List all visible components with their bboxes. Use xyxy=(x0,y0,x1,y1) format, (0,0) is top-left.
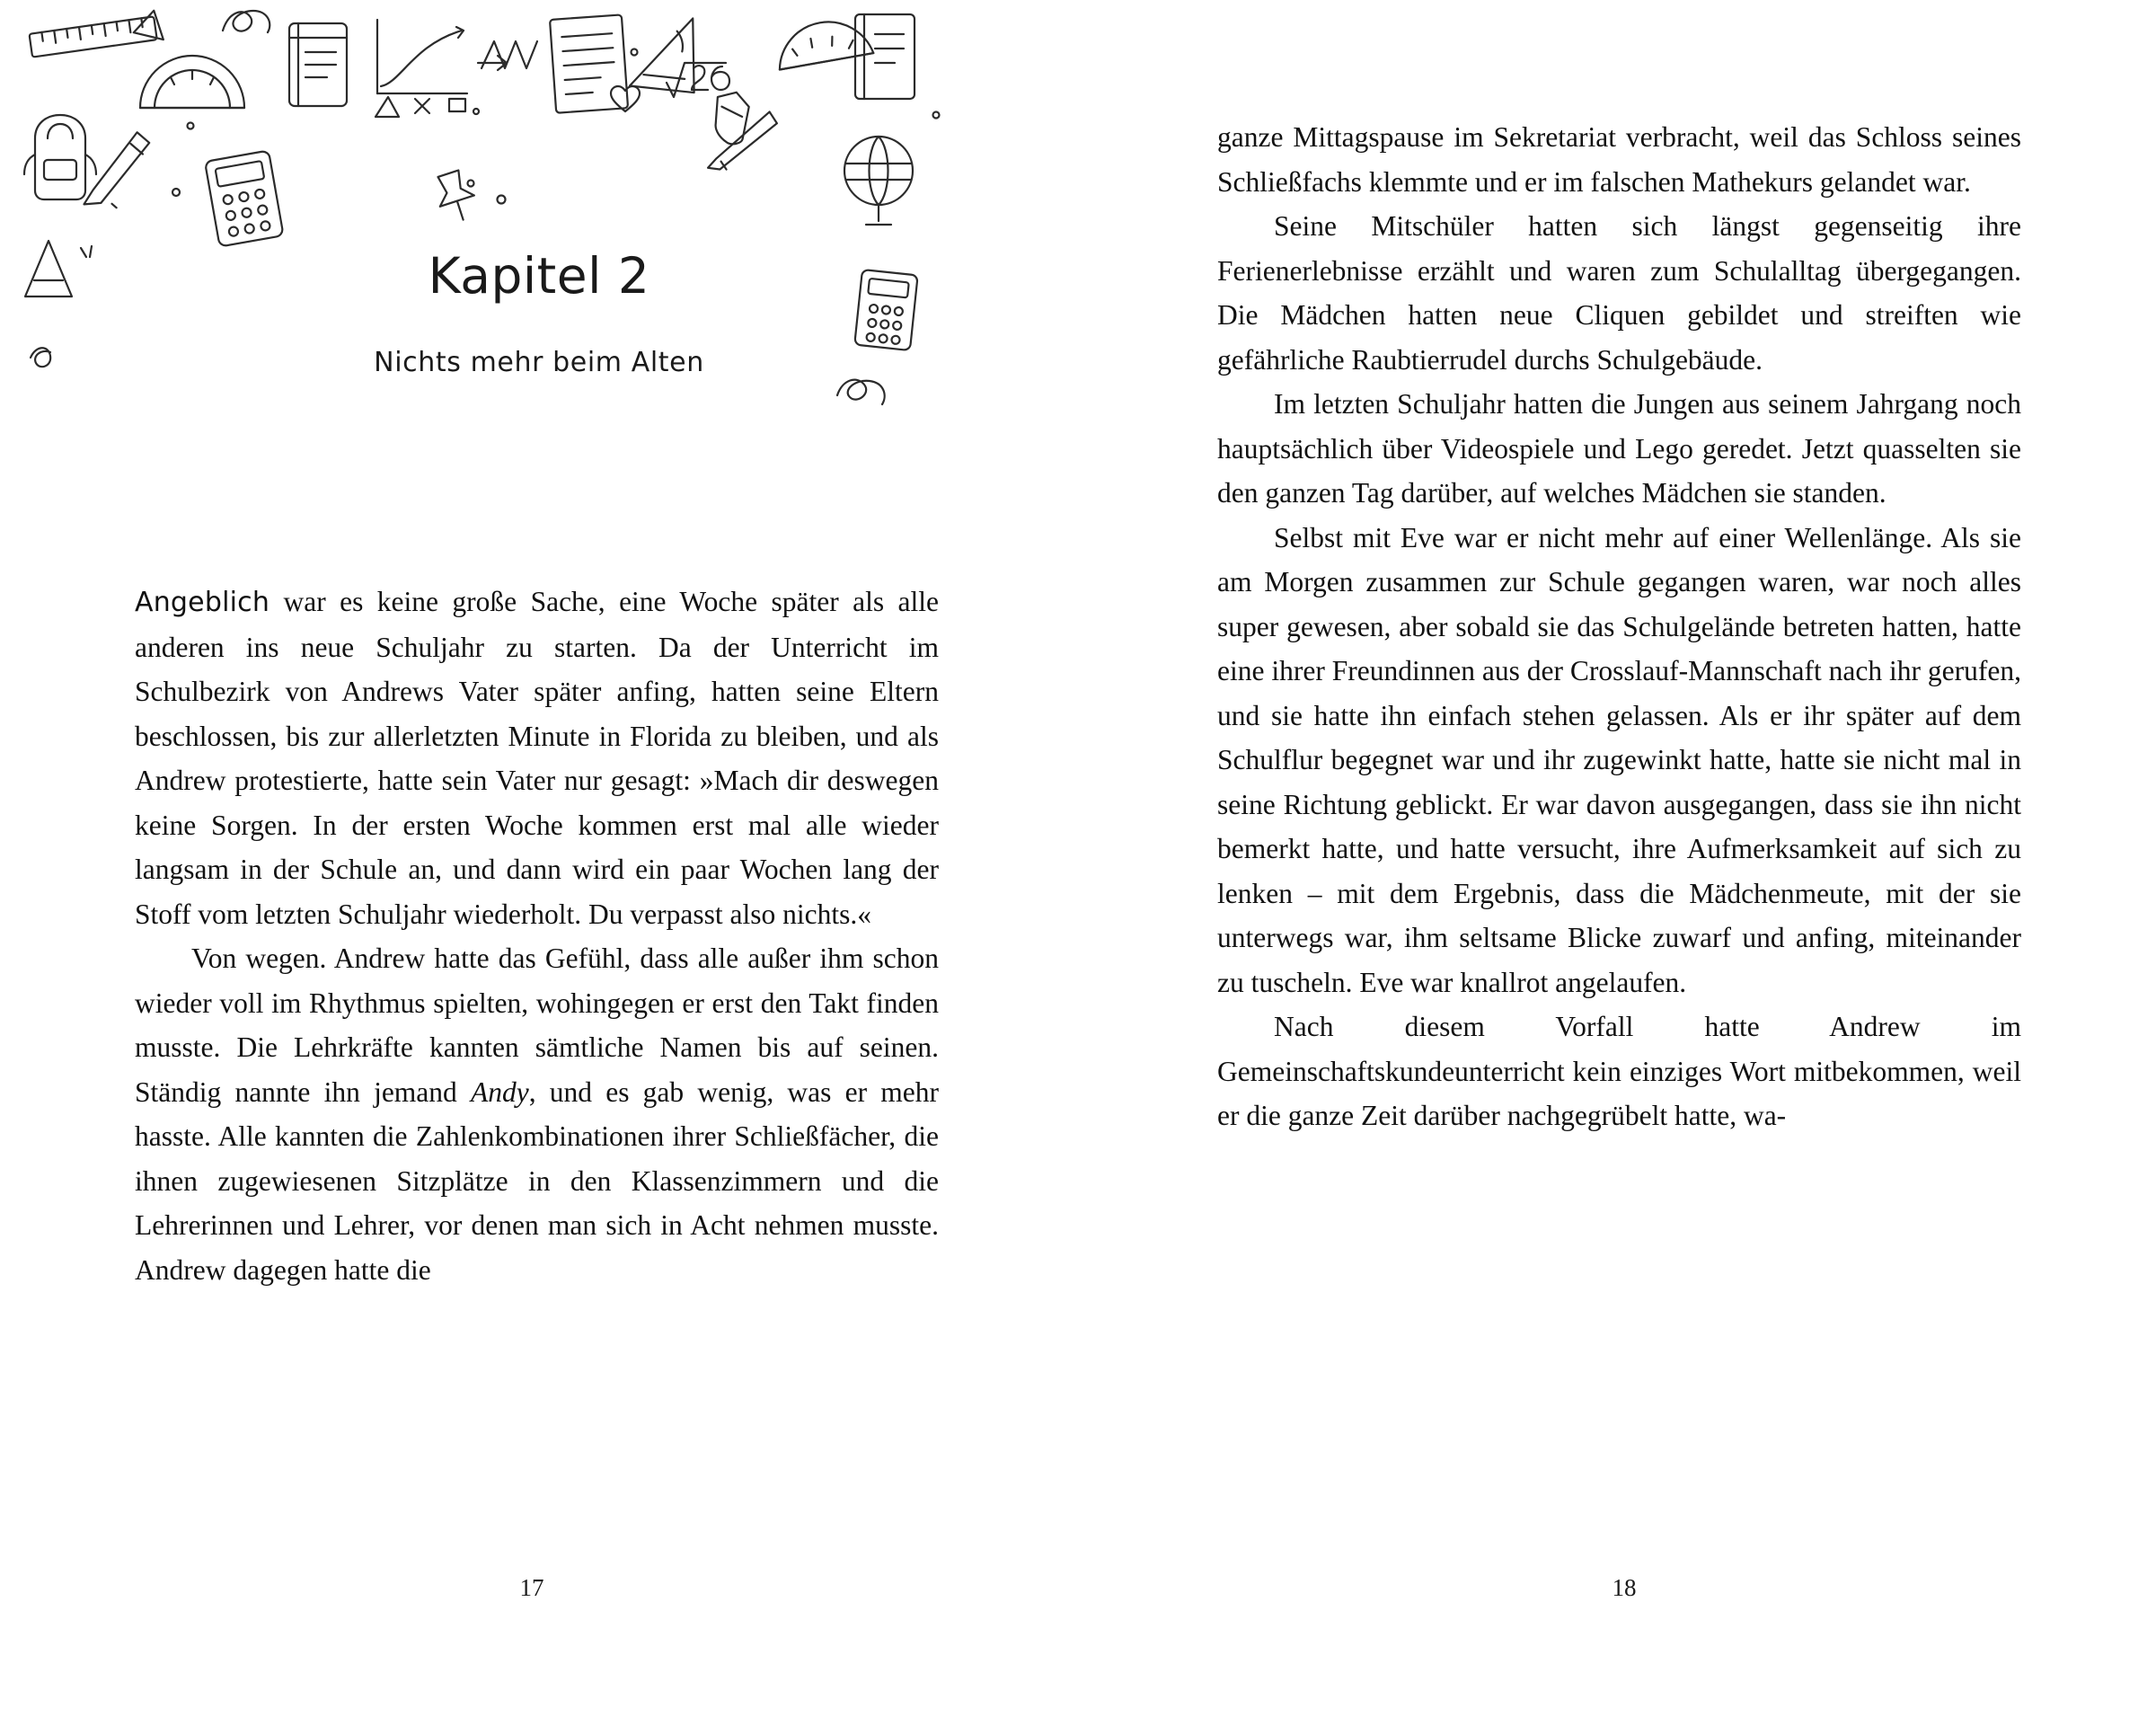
paragraph-text: Von wegen. Andrew hatte das Gefühl, dass alle außer ihm schon wieder voll im Rhythmus spielten, wohingegen er erst den Takt finden musste. Die Lehrkräfte kannten sämtliche Namen bis auf seinen. Ständig nannte ihn jemand Andy, und es gab wenig, was er mehr hasste. Alle kannten die Zahlenkombinationen ihrer Schließfächer, die ihnen zugewiesenen Sitzplätze in den Klassenzimmern und die Lehrerinnen und Lehrer, vor denen man sich in Acht nehmen musste. Andrew dagegen hatte die xyxy=(135,943,939,1286)
ruler-doodle xyxy=(30,16,157,57)
heart-doodle xyxy=(611,86,640,111)
paper-doodle xyxy=(711,90,751,146)
paragraph xyxy=(135,936,939,1292)
chapter-title: Kapitel 2 xyxy=(428,247,650,305)
calculator-doodle xyxy=(205,150,284,246)
paragraph xyxy=(135,580,939,936)
page-number-right: 18 xyxy=(1612,1574,1637,1601)
paragraph: Im letzten Schuljahr hatten die Jungen aus seinem Jahrgang noch hauptsächlich über Videospiele und Lego geredet. Jetzt quasselten sie den ganzen Tag darüber, auf welches Mädchen sie standen. xyxy=(1217,388,2021,509)
page-number-left: 17 xyxy=(519,1574,544,1601)
spiral-doodle xyxy=(837,380,885,404)
protractor-doodle xyxy=(140,56,244,108)
italic-word: Andy xyxy=(470,1075,529,1108)
book-doodle xyxy=(855,14,915,99)
pencil-doodle xyxy=(84,124,151,216)
spiral-doodle xyxy=(223,11,270,32)
paragraph-text: war es keine große Sache, eine Woche später als alle anderen ins neue Schuljahr zu starten. Da der Unterricht im Schulbezirk von Andrews Vater später anfing, hatten seine Eltern beschlossen, bis zur allerletzten Minute in Florida zu bleiben, und als Andrew protestierte, hatte sein Vater nur gesagt: »Mach dir deswegen keine Sorgen. In der ersten Woche kommen erst mal alle wieder langsam in der Schule an, und dann wird ein paar Wochen lang der Stoff vom letzten Schuljahr wiederholt. Du verpasst also nichts.« xyxy=(135,586,939,930)
set-square-doodle xyxy=(376,97,465,117)
backpack-doodle xyxy=(24,115,96,199)
paragraph: ganze Mittagspause im Sekretariat verbracht, weil das Schloss seines Schließfachs klemmte und er im falschen Mathekurs gelandet war. xyxy=(1217,121,2021,198)
globe-doodle xyxy=(844,137,913,225)
pushpin-doodle xyxy=(431,168,481,226)
graph-doodle xyxy=(377,20,507,93)
opening-word: Angeblich xyxy=(135,587,270,618)
notebook-doodle xyxy=(289,23,347,106)
paragraph: Seine Mitschüler hatten sich längst gegenseitig ihre Ferienerlebnisse erzählt und waren zum Schulalltag übergegangen. Die Mädchen hatten neue Cliquen gebildet und streiften wie gefährliche Raubtierrudel durchs Schulgebäude. xyxy=(1217,210,2021,376)
ruler-doodle xyxy=(773,14,873,69)
spiral-doodle xyxy=(172,49,940,197)
left-page-body xyxy=(135,580,939,1292)
paragraph: Nach diesem Vorfall hatte Andrew im Gemeinschaftskundeunterricht kein einziges Wort mitbekommen, weil er die ganze Zeit darüber nachgegrübelt hatte, wa- xyxy=(1217,1011,2021,1131)
paper-doodle xyxy=(550,14,628,112)
spiral-doodle xyxy=(482,41,537,68)
pencil-doodle xyxy=(708,101,780,186)
chapter-subtitle: Nichts mehr beim Alten xyxy=(374,347,704,378)
right-page-body xyxy=(1217,115,2021,1138)
right-page xyxy=(1078,0,2156,1717)
pushpin-doodle xyxy=(133,8,168,40)
spiral-doodle xyxy=(468,181,506,204)
chapter-heading-block xyxy=(0,247,1078,378)
set-square-doodle xyxy=(630,13,702,93)
square-root-doodle xyxy=(667,63,729,97)
paragraph: Selbst mit Eve war er nicht mehr auf einer Wellenlänge. Als sie am Morgen zusammen zur Schule gegangen waren, war noch alles super gewesen, aber sobald sie das Schulgelände betreten hatten, hatte eine ihrer Freundinnen aus der Crosslauf-Mannschaft nach ihr gerufen, und sie hatte ihn einfach stehen gelassen. Als er ihr später auf dem Schulflur begegnet war und ihr zugewinkt hatte, hatte sie nicht mal in seine Richtung geblickt. Er war davon ausgegangen, dass sie ihn nicht bemerkt hatte, und hatte versucht, ihre Aufmerksamkeit auf sich zu lenken – mit dem Ergebnis, dass die Mädchenmeute, mit der sie unterwegs war, ihm seltsame Blicke zuwarf und anfing, miteinander zu tuscheln. Eve war knallrot angelaufen. xyxy=(1217,521,2021,998)
